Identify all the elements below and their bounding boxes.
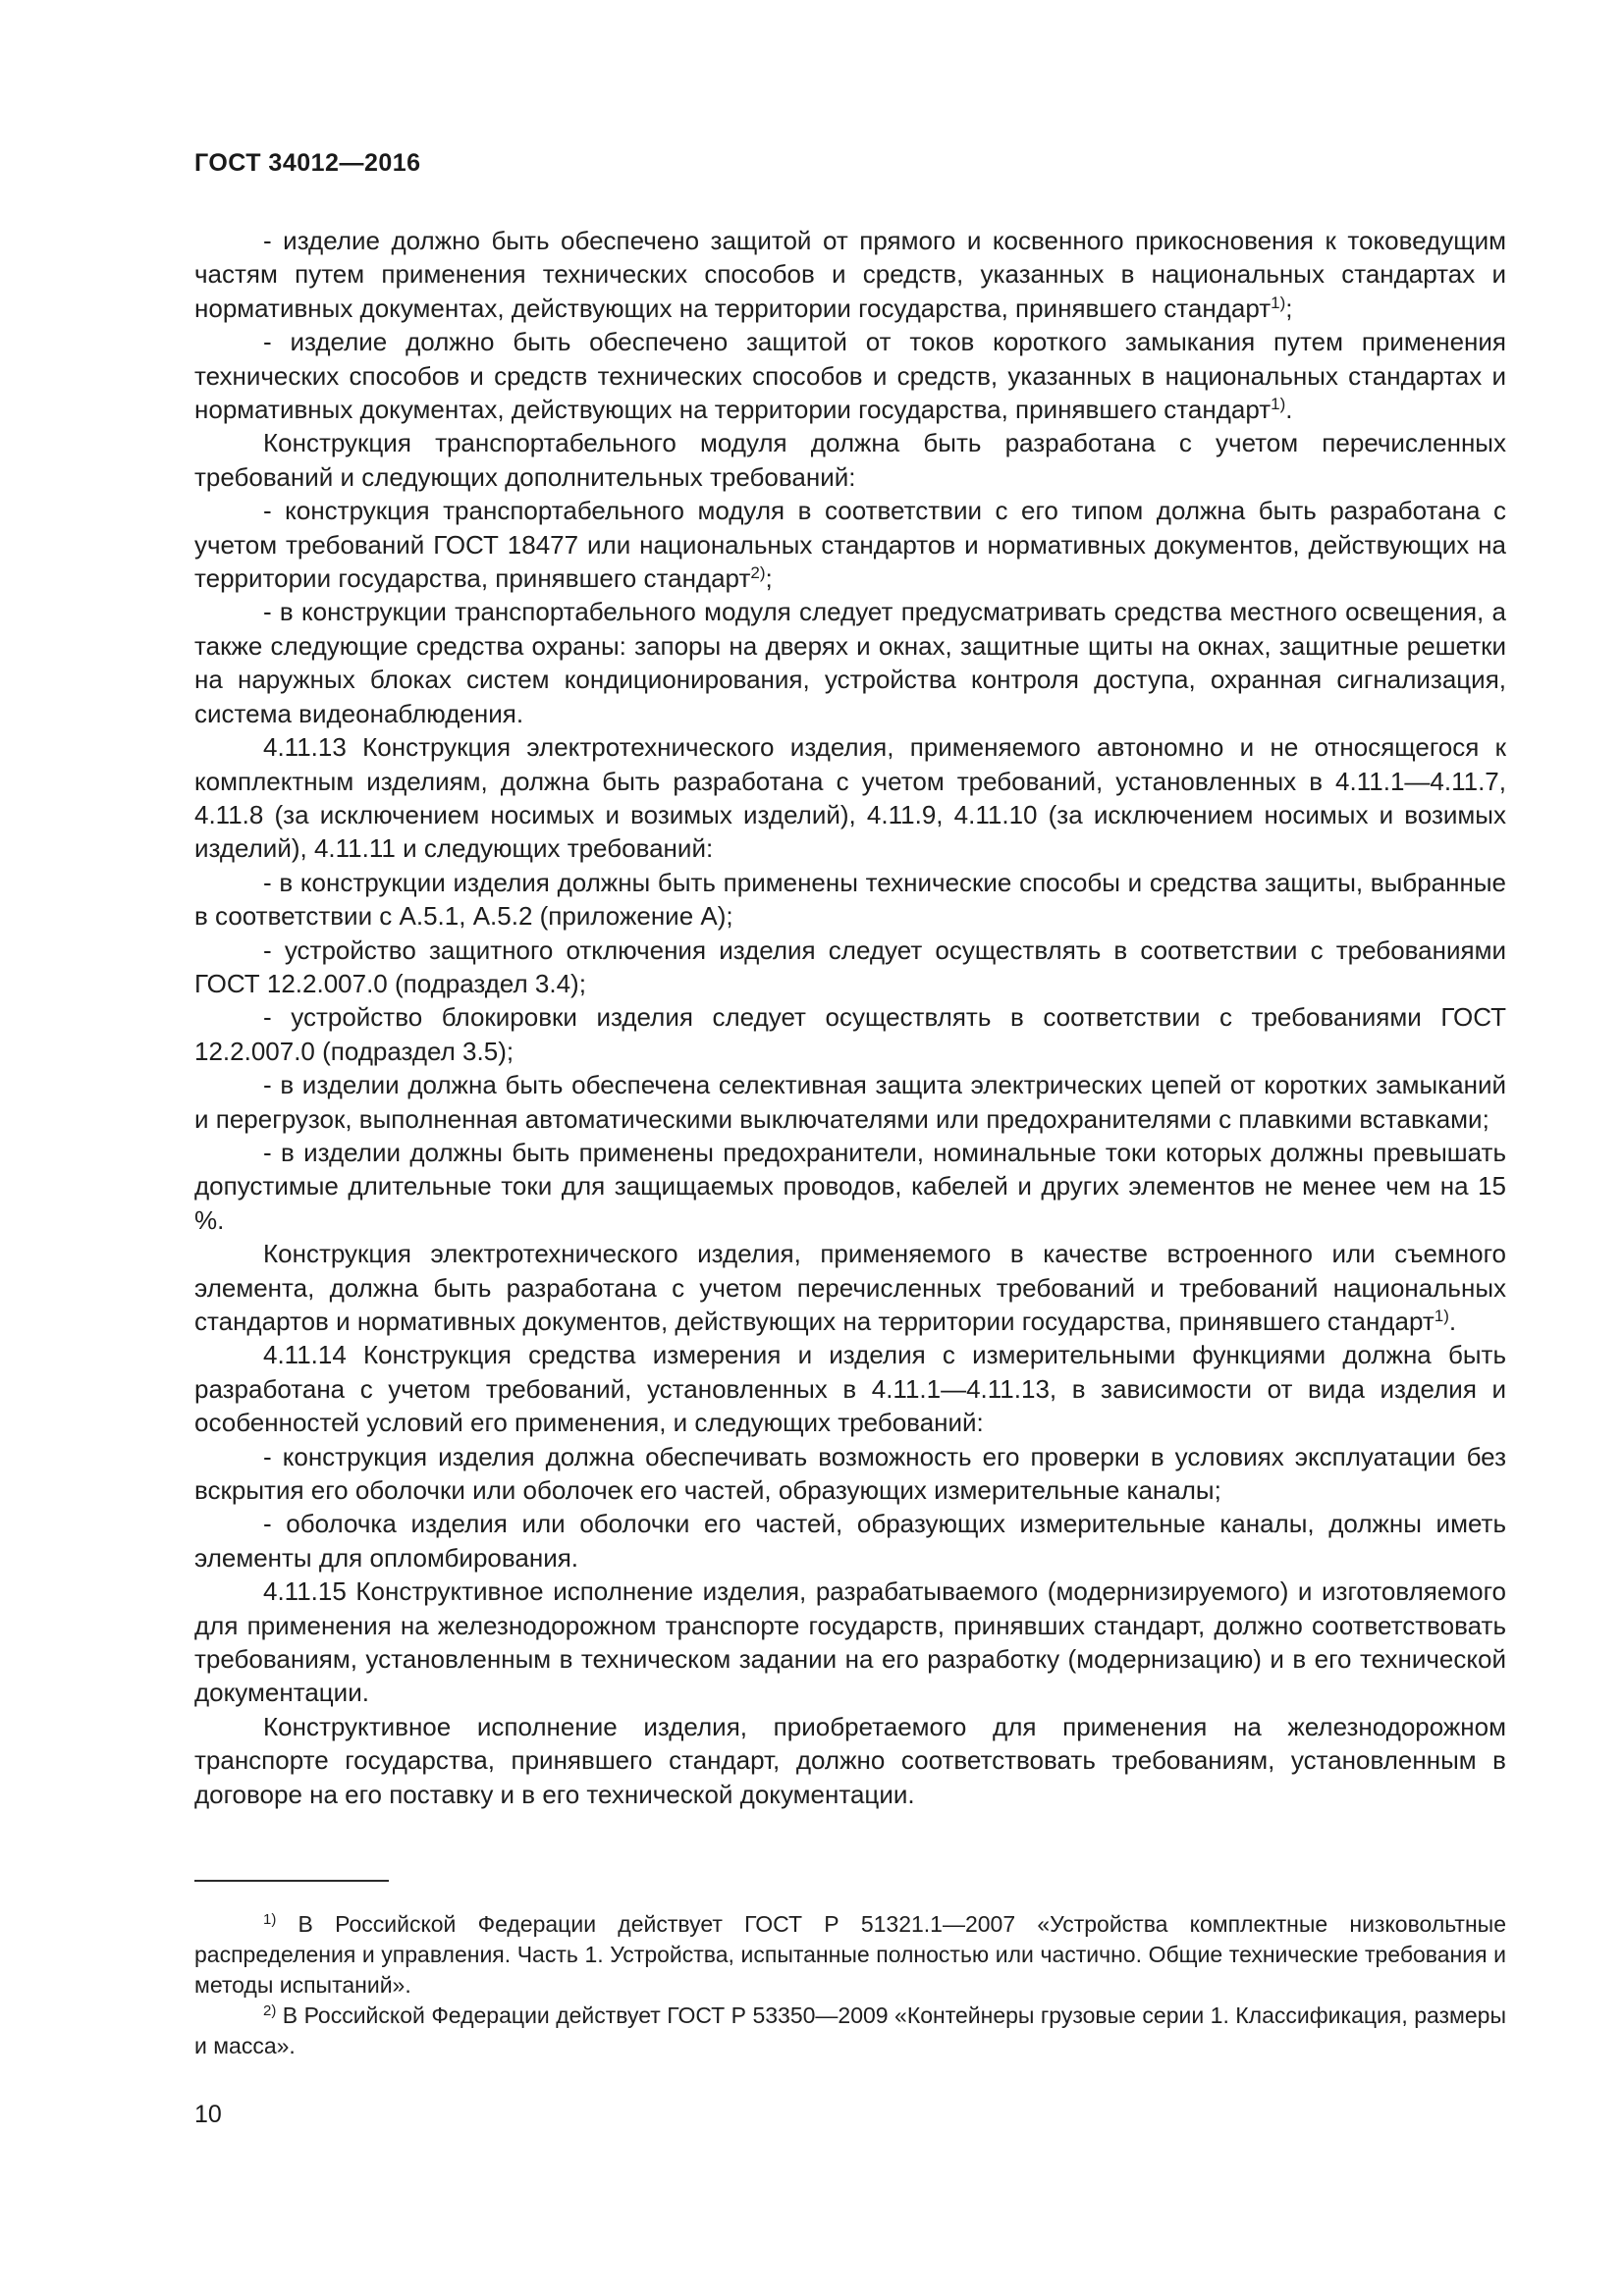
paragraph: - изделие должно быть обеспечено защитой от токов короткого замыкания путем применения технических способов и средств технических способов и средств, указанных в национальных стандартах и нормативных документах, действующих на территории государства, принявшего стандарт$^{1)}$. (194, 327, 1506, 425)
footnote: $^{1)}$ В Российской Федерации действует ГОСТ Р 51321.1—2007 «Устройства комплектные низковольтные распределения и управления. Часть 1. Устройства, испытанные полностью или частично. Общие технические требования и методы испытаний». (194, 1911, 1506, 1998)
paragraph: - конструкция транспортабельного модуля в соответствии с его типом должна быть разработана с учетом требований ГОСТ 18477 или национальных стандартов и нормативных документов, действующих на территории государства, принявшего стандарт$^{2)}$; (194, 496, 1506, 594)
footnote-ref: 1) (1271, 395, 1286, 414)
footnote: $^{2)}$ В Российской Федерации действует ГОСТ Р 53350—2009 «Контейнеры грузовые серии 1. Классификация, размеры и масса». (194, 2002, 1506, 2058)
footnote-mark: 1) (263, 1911, 277, 1928)
paragraph: 4.11.15 Конструктивное исполнение изделия, разрабатываемого (модернизируемого) и изготовляемого для применения на железнодорожном транспорте государств, принявших стандарт, должно соответствовать требованиям, установленным в техническом задании на его разработку (модернизацию) и в его технической документации. (194, 1576, 1506, 1708)
paragraph: Конструкция электротехнического изделия, применяемого в качестве встроенного или съемного элемента, должна быть разработана с учетом перечисленных требований и требований национальных стандартов и нормативных документов, действующих на территории государства, принявшего стандарт$^{1)}$. (194, 1239, 1506, 1336)
paragraph: - устройство защитного отключения изделия следует осуществлять в соответствии с требованиями ГОСТ 12.2.007.0 (подраздел 3.4); (194, 934, 1506, 998)
paragraph: - в изделии должна быть обеспечена селективная защита электрических цепей от коротких замыканий и перегрузок, выполненная автоматическими выключателями или предохранителями с плавкими вставками; (194, 1070, 1506, 1134)
footnote-mark: 2) (263, 2002, 277, 2019)
paragraph: - изделие должно быть обеспечено защитой от прямого и косвенного прикосновения к токоведущим частям путем применения технических способов и средств, указанных в национальных стандартах и нормативных документах, действующих на территории государства, принявшего стандарт$^{1)}$; (194, 226, 1506, 323)
paragraph: - устройство блокировки изделия следует осуществлять в соответствии с требованиями ГОСТ 12.2.007.0 (подраздел 3.5); (194, 1002, 1506, 1066)
page-number: 10 (194, 2101, 222, 2128)
paragraph: - конструкция изделия должна обеспечивать возможность его проверки в условиях эксплуатации без вскрытия его оболочки или оболочек его частей, образующих измерительные каналы; (194, 1441, 1506, 1506)
body-text (194, 224, 1506, 1811)
footnote-ref: 1) (1434, 1307, 1449, 1325)
paragraph: - оболочка изделия или оболочки его частей, образующих измерительные каналы, должны иметь элементы для опломбирования. (194, 1509, 1506, 1573)
footnotes (194, 1909, 1506, 2061)
paragraph: - в конструкции транспортабельного модуля следует предусматривать средства местного освещения, а также следующие средства охраны: запоры на дверях и окнах, защитные щиты на окнах, защитные решетки на наружных блоках систем кондиционирования, устройства контроля доступа, охранная сигнализация, система видеонаблюдения. (194, 597, 1506, 728)
footnote-ref: 1) (1271, 293, 1286, 312)
footnote-ref: 2) (750, 563, 766, 583)
paragraph: - в изделии должны быть применены предохранители, номинальные токи которых должны превышать допустимые длительные токи для защищаемых проводов, кабелей и других элементов не менее чем на 15 %. (194, 1137, 1506, 1235)
paragraph: 4.11.14 Конструкция средства измерения и изделия с измерительными функциями должна быть разработана с учетом требований, установленных в 4.11.1—4.11.13, в зависимости от вида изделия и особенностей условий его применения, и следующих требований: (194, 1340, 1506, 1438)
paragraph: Конструктивное исполнение изделия, приобретаемого для применения на железнодорожном транспорте государства, принявшего стандарт, должно соответствовать требованиям, установленным в договоре на его поставку и в его технической документации. (194, 1711, 1506, 1809)
paragraph: 4.11.13 Конструкция электротехнического изделия, применяемого автономно и не относящегося к комплектным изделиям, должна быть разработана с учетом требований, установленных в 4.11.1—4.11.7, 4.11.8 (за исключением носимых и возимых изделий), 4.11.9, 4.11.10 (за исключением носимых и возимых изделий), 4.11.11 и следующих требований: (194, 732, 1506, 864)
footnote-divider (194, 1880, 389, 1882)
document-header: ГОСТ 34012—2016 (194, 149, 421, 177)
paragraph: Конструкция транспортабельного модуля должна быть разработана с учетом перечисленных требований и следующих дополнительных требований: (194, 428, 1506, 492)
paragraph: - в конструкции изделия должны быть применены технические способы и средства защиты, выбранные в соответствии с А.5.1, А.5.2 (приложение А); (194, 867, 1506, 932)
